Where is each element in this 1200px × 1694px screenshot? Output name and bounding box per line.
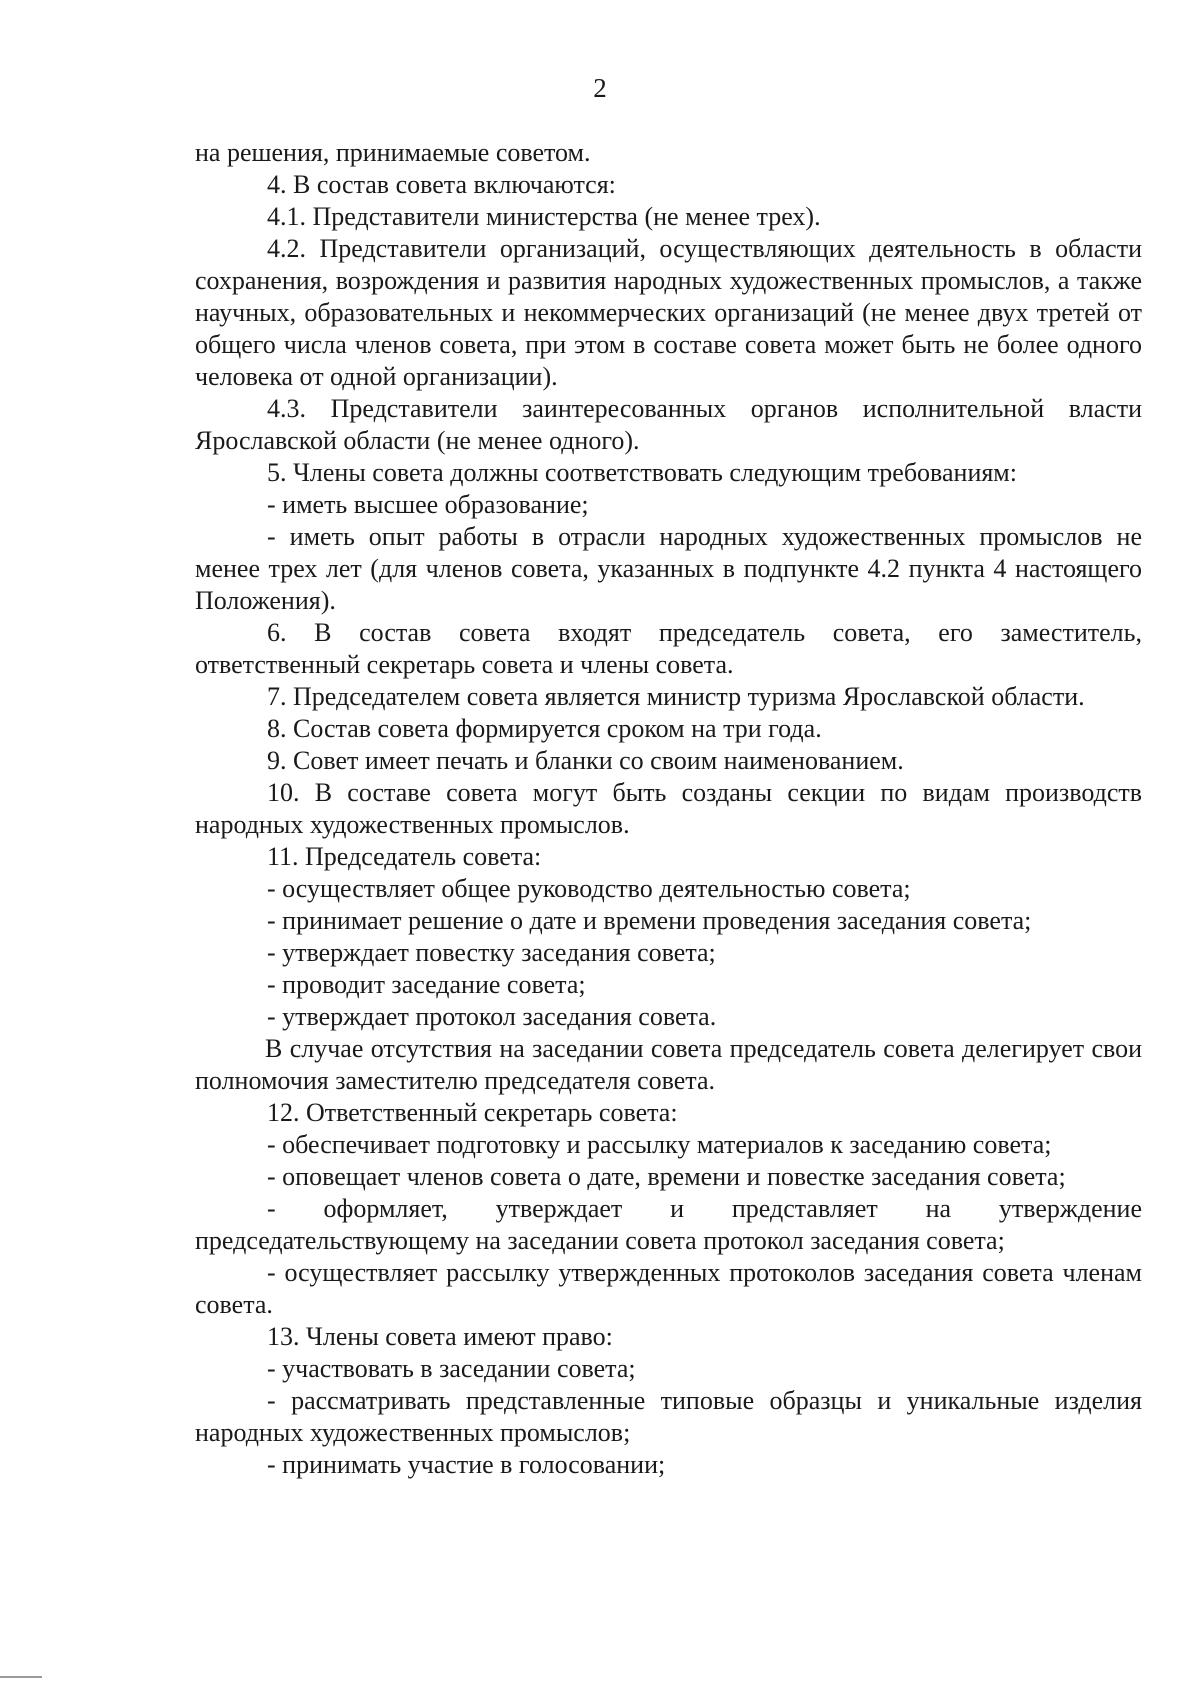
scan-edge-mark: [0, 1676, 42, 1678]
paragraph-chair-duty-protocol: - утверждает протокол заседания совета.: [267, 1002, 717, 1031]
paragraph-chair-duty-conduct: - проводит заседание совета;: [267, 970, 586, 999]
paragraph-secretary-duty-materials: - обеспечивает подготовку и рассылку материалов к заседанию совета;: [267, 1130, 1052, 1159]
paragraph-item-6: 6. В состав совета входят председатель совета, его заместитель, ответственный секретарь совета и члены совета.: [195, 618, 1142, 679]
paragraph-item-4: 4. В состав совета включаются:: [267, 170, 616, 199]
paragraph-chair-absence: В случае отсутствия на заседании совета председатель совета делегирует свои полномочия заместителю председателя совета.: [195, 1034, 1142, 1095]
paragraph-chair-duty-general: - осуществляет общее руководство деятельностью совета;: [267, 874, 911, 903]
paragraph-item-4-1: 4.1. Представители министерства (не менее трех).: [267, 202, 821, 231]
paragraph-member-right-review: - рассматривать представленные типовые образцы и уникальные изделия народных художественных промыслов;: [195, 1386, 1142, 1447]
paragraph-item-13: 13. Члены совета имеют право:: [267, 1322, 613, 1351]
paragraph-item-9: 9. Совет имеет печать и бланки со своим наименованием.: [267, 746, 904, 775]
paragraph-item-4-2: 4.2. Представители организаций, осуществляющих деятельность в области сохранения, возрождения и развития народных художественных промыслов, а также научных, образовательных и некоммерческих организаций (не менее двух третей от общего числа членов совета, при этом в составе совета может быть не более одного человека от одной организации).: [195, 234, 1142, 391]
paragraph-secretary-duty-notify: - оповещает членов совета о дате, времени и повестке заседания совета;: [267, 1162, 1066, 1191]
paragraph-member-right-vote: - принимать участие в голосовании;: [267, 1450, 666, 1479]
paragraph-secretary-duty-distribution: - осуществляет рассылку утвержденных протоколов заседания совета членам совета.: [195, 1258, 1142, 1319]
paragraph-requirement-experience: - иметь опыт работы в отрасли народных художественных промыслов не менее трех лет (для членов совета, указанных в подпункте 4.2 пункта 4 настоящего Положения).: [195, 522, 1142, 615]
paragraph-requirement-education: - иметь высшее образование;: [267, 490, 589, 519]
paragraph-item-12: 12. Ответственный секретарь совета:: [267, 1098, 678, 1127]
paragraph-item-7: 7. Председателем совета является министр туризма Ярославской области.: [267, 682, 1085, 711]
paragraph-chair-duty-schedule: - принимает решение о дате и времени проведения заседания совета;: [267, 906, 1032, 935]
paragraph-item-4-3: 4.3. Представители заинтересованных органов исполнительной власти Ярославской области (не менее одного).: [195, 394, 1142, 455]
paragraph-chair-duty-agenda: - утверждает повестку заседания совета;: [267, 938, 716, 967]
paragraph-continuation: на решения, принимаемые советом.: [195, 138, 591, 167]
paragraph-item-8: 8. Состав совета формируется сроком на три года.: [267, 714, 822, 743]
document-body: [195, 137, 1142, 1481]
paragraph-item-11: 11. Председатель совета:: [267, 842, 542, 871]
paragraph-item-5: 5. Члены совета должны соответствовать следующим требованиям:: [267, 458, 1017, 487]
page-number: 2: [593, 73, 607, 103]
paragraph-item-10: 10. В составе совета могут быть созданы секции по видам производств народных художественных промыслов.: [195, 778, 1142, 839]
paragraph-secretary-duty-protocol: - оформляет, утверждает и представляет на утверждение председательствующему на заседании совета протокол заседания совета;: [195, 1194, 1142, 1255]
paragraph-member-right-participate: - участвовать в заседании совета;: [267, 1354, 636, 1383]
